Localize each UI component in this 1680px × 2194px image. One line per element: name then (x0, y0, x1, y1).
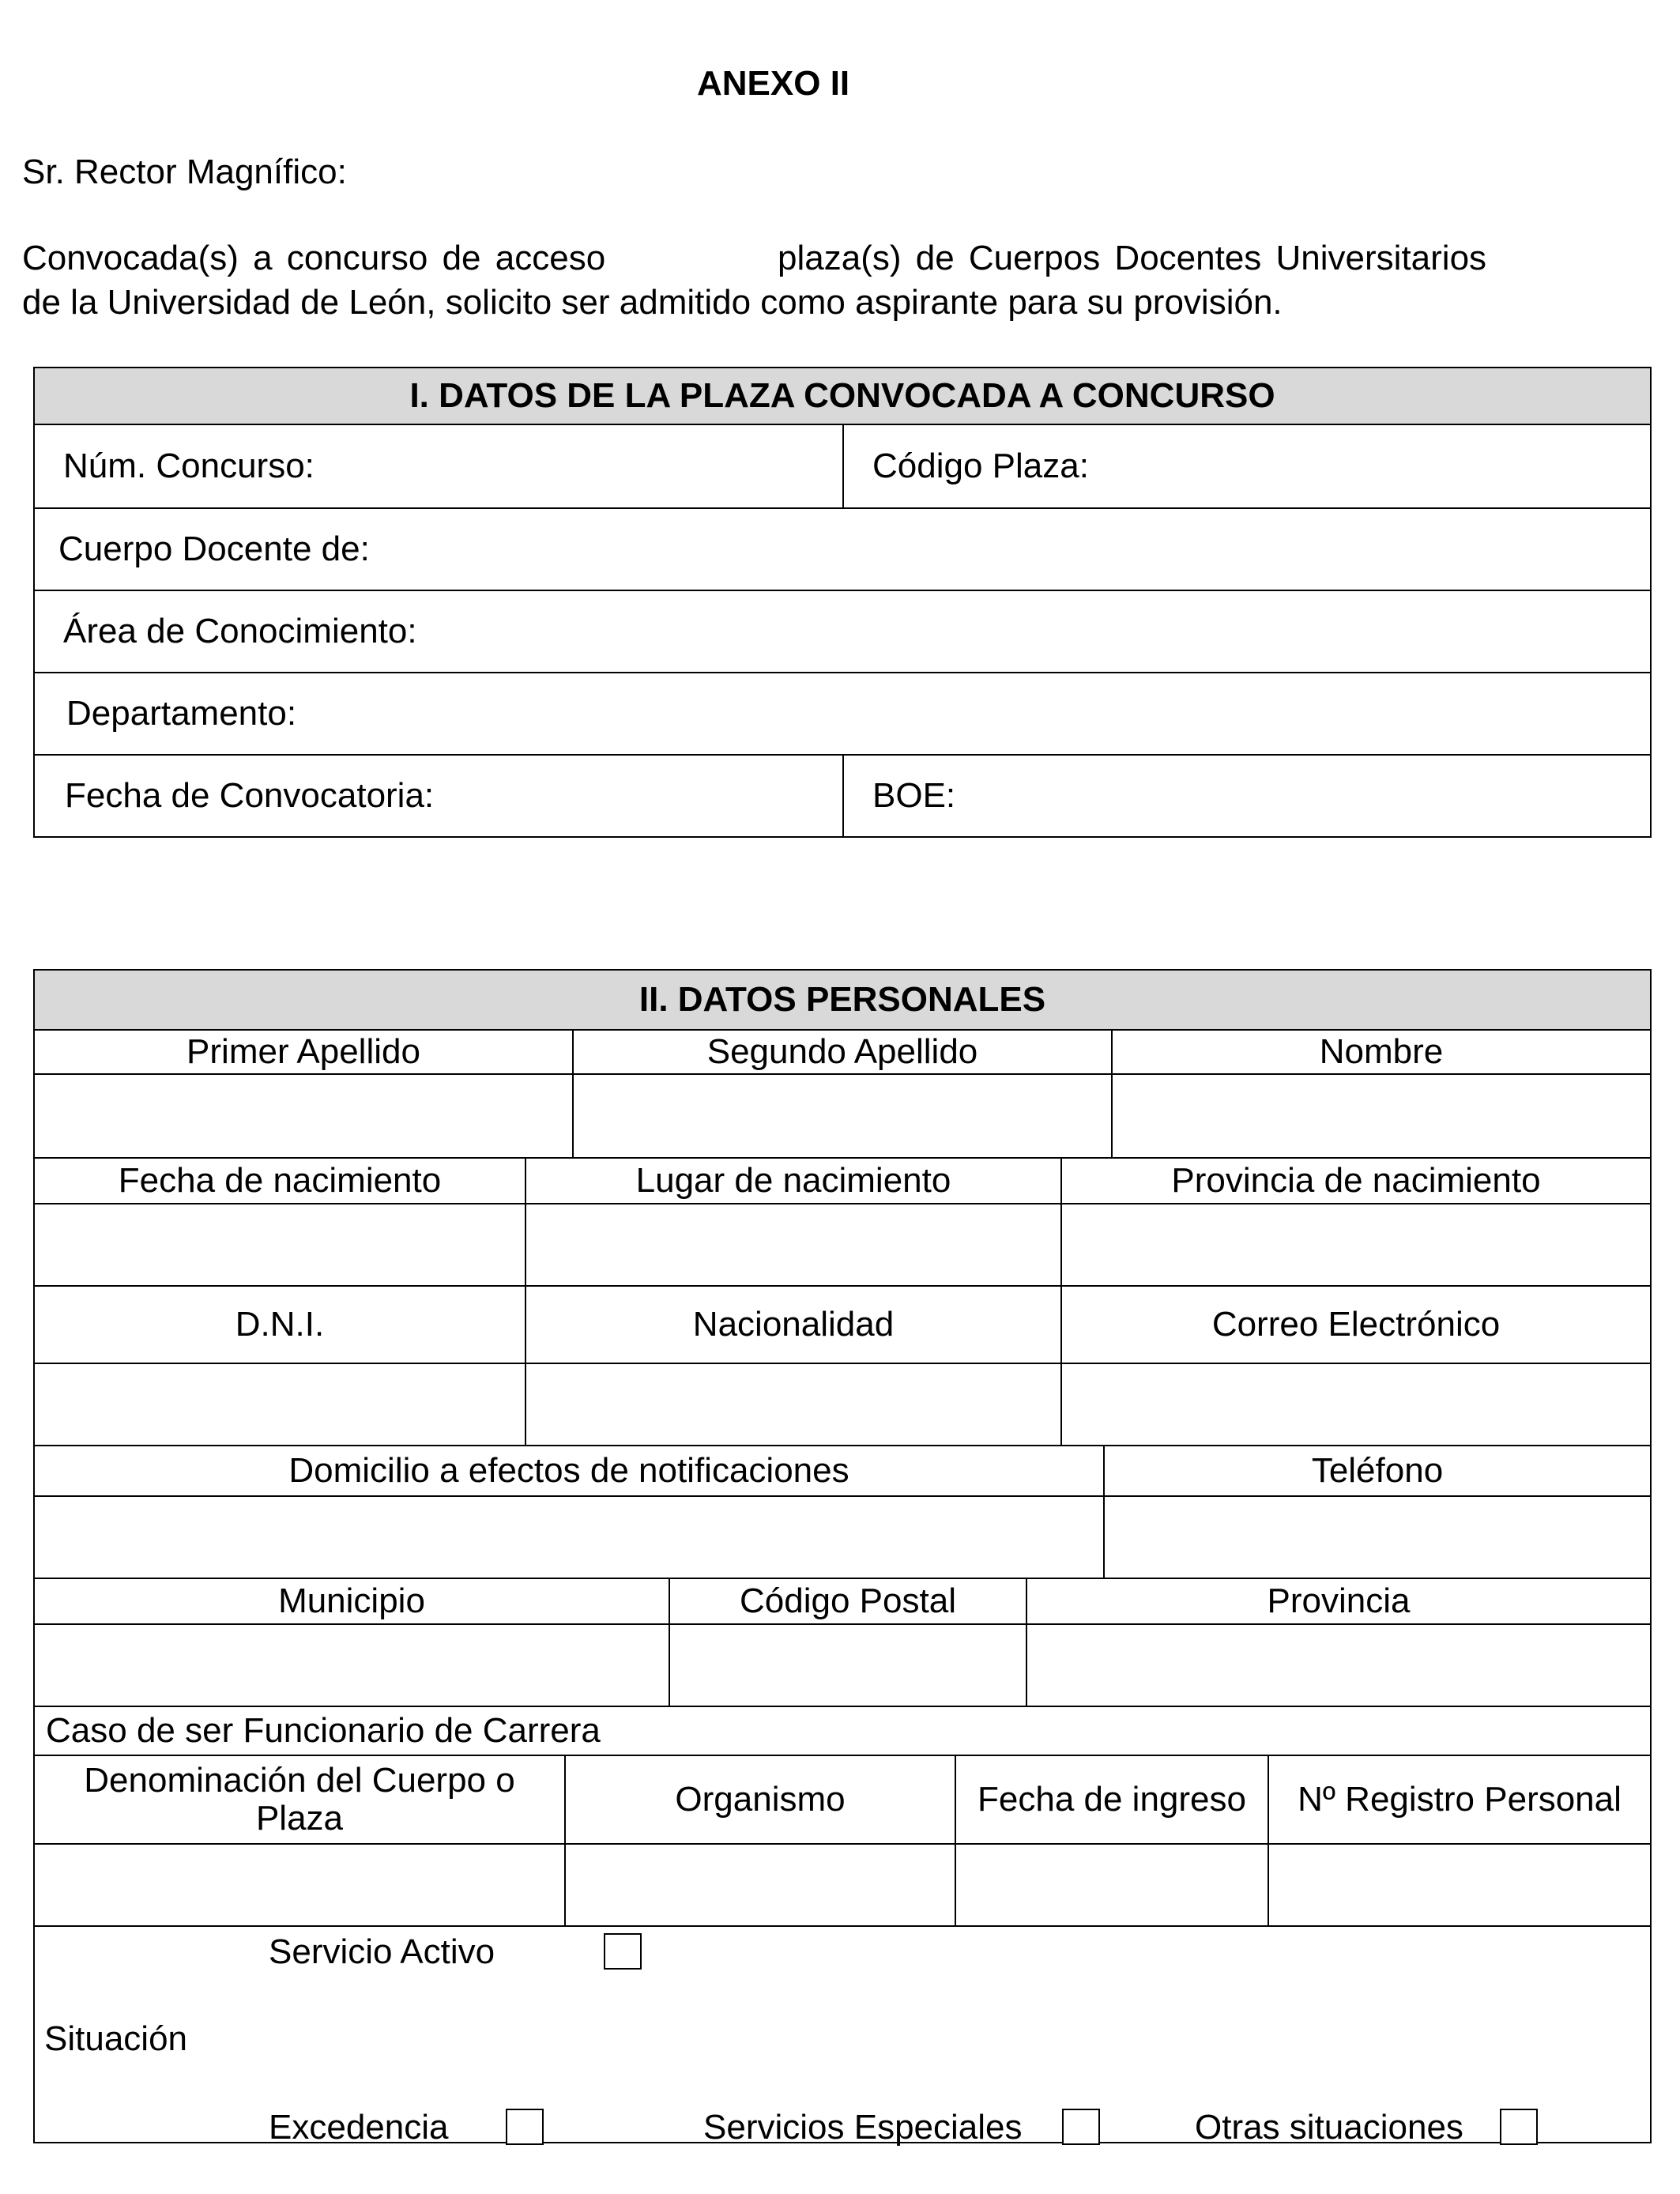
provincia-label: Provincia (1026, 1578, 1651, 1624)
section2-funcionario-table (33, 1706, 1652, 2147)
primer-apellido-input[interactable] (34, 1074, 573, 1158)
municipio-input[interactable] (34, 1624, 669, 1706)
lugar-nacimiento-input[interactable] (525, 1204, 1061, 1286)
organismo-input[interactable] (565, 1844, 955, 1926)
registro-personal-label: Nº Registro Personal (1268, 1755, 1651, 1844)
fecha-nacimiento-input[interactable] (34, 1204, 525, 1286)
provincia-input[interactable] (1026, 1624, 1651, 1706)
primer-apellido-label: Primer Apellido (34, 1030, 573, 1074)
correo-input[interactable] (1061, 1363, 1651, 1446)
section2-birth-table (33, 1157, 1652, 1446)
dni-input[interactable] (34, 1363, 525, 1446)
servicios-especiales-label: Servicios Especiales (703, 2108, 1023, 2147)
section2-header: II. DATOS PERSONALES (34, 970, 1651, 1030)
domicilio-label: Domicilio a efectos de notificaciones (34, 1446, 1104, 1496)
codigo-postal-input[interactable] (669, 1624, 1026, 1706)
area-label: Área de Conocimiento: (63, 611, 417, 650)
telefono-input[interactable] (1104, 1496, 1651, 1578)
area-field[interactable] (34, 590, 1651, 673)
salutation: Sr. Rector Magnífico: (22, 153, 347, 191)
section2-address-table (33, 1445, 1652, 1579)
correo-label: Correo Electrónico (1061, 1286, 1651, 1363)
intro-line-1a: Convocada(s) a concurso de acceso (22, 239, 606, 277)
nombre-input[interactable] (1112, 1074, 1651, 1158)
document-title: ANEXO II (697, 64, 850, 103)
otras-situaciones-checkbox[interactable] (1500, 2109, 1538, 2145)
section1-header: I. DATOS DE LA PLAZA CONVOCADA A CONCURSO (34, 368, 1651, 424)
lugar-nacimiento-label: Lugar de nacimiento (525, 1158, 1061, 1204)
servicio-activo-checkbox[interactable] (604, 1933, 642, 1970)
section2-names-table (33, 969, 1652, 1159)
fecha-ingreso-input[interactable] (955, 1844, 1268, 1926)
codigo-plaza-label: Código Plaza: (872, 446, 1089, 485)
domicilio-input[interactable] (34, 1496, 1104, 1578)
telefono-label: Teléfono (1104, 1446, 1651, 1496)
fecha-convocatoria-field[interactable] (34, 755, 843, 837)
segundo-apellido-label: Segundo Apellido (573, 1030, 1112, 1074)
denominacion-label: Denominación del Cuerpo o Plaza (34, 1755, 565, 1844)
servicio-activo-label: Servicio Activo (269, 1932, 495, 1971)
nombre-label: Nombre (1112, 1030, 1651, 1074)
num-concurso-label: Núm. Concurso: (63, 446, 315, 485)
segundo-apellido-input[interactable] (573, 1074, 1112, 1158)
num-concurso-field[interactable] (34, 424, 843, 508)
excedencia-checkbox[interactable] (506, 2109, 544, 2145)
codigo-plaza-field[interactable] (843, 424, 1651, 508)
fecha-ingreso-label: Fecha de ingreso (955, 1755, 1268, 1844)
organismo-label: Organismo (565, 1755, 955, 1844)
cuerpo-docente-label: Cuerpo Docente de: (58, 529, 370, 568)
otras-situaciones-label: Otras situaciones (1195, 2108, 1463, 2147)
nacionalidad-label: Nacionalidad (525, 1286, 1061, 1363)
nacionalidad-input[interactable] (525, 1363, 1061, 1446)
codigo-postal-label: Código Postal (669, 1578, 1026, 1624)
provincia-nacimiento-label: Provincia de nacimiento (1061, 1158, 1651, 1204)
municipio-label: Municipio (34, 1578, 669, 1624)
section2-locality-table (33, 1578, 1652, 1707)
cuerpo-docente-field[interactable] (34, 508, 1651, 590)
intro-line-2: de la Universidad de León, solicito ser admitido como aspirante para su provisión. (22, 283, 1283, 322)
fecha-convocatoria-label: Fecha de Convocatoria: (65, 775, 435, 815)
section1-table (33, 367, 1652, 838)
boe-field[interactable] (843, 755, 1651, 837)
departamento-field[interactable] (34, 673, 1651, 755)
dni-label: D.N.I. (34, 1286, 525, 1363)
boe-label: BOE: (872, 775, 956, 815)
registro-personal-input[interactable] (1268, 1844, 1651, 1926)
situacion-label: Situación (44, 2019, 188, 2058)
denominacion-input[interactable] (34, 1844, 565, 1926)
intro-line-1b: plaza(s) de Cuerpos Docentes Universitarios (778, 239, 1487, 277)
departamento-label: Departamento: (66, 693, 297, 733)
provincia-nacimiento-input[interactable] (1061, 1204, 1651, 1286)
funcionario-label: Caso de ser Funcionario de Carrera (34, 1706, 1651, 1755)
excedencia-label: Excedencia (269, 2108, 449, 2147)
servicios-especiales-checkbox[interactable] (1062, 2109, 1100, 2145)
fecha-nacimiento-label: Fecha de nacimiento (34, 1158, 525, 1204)
